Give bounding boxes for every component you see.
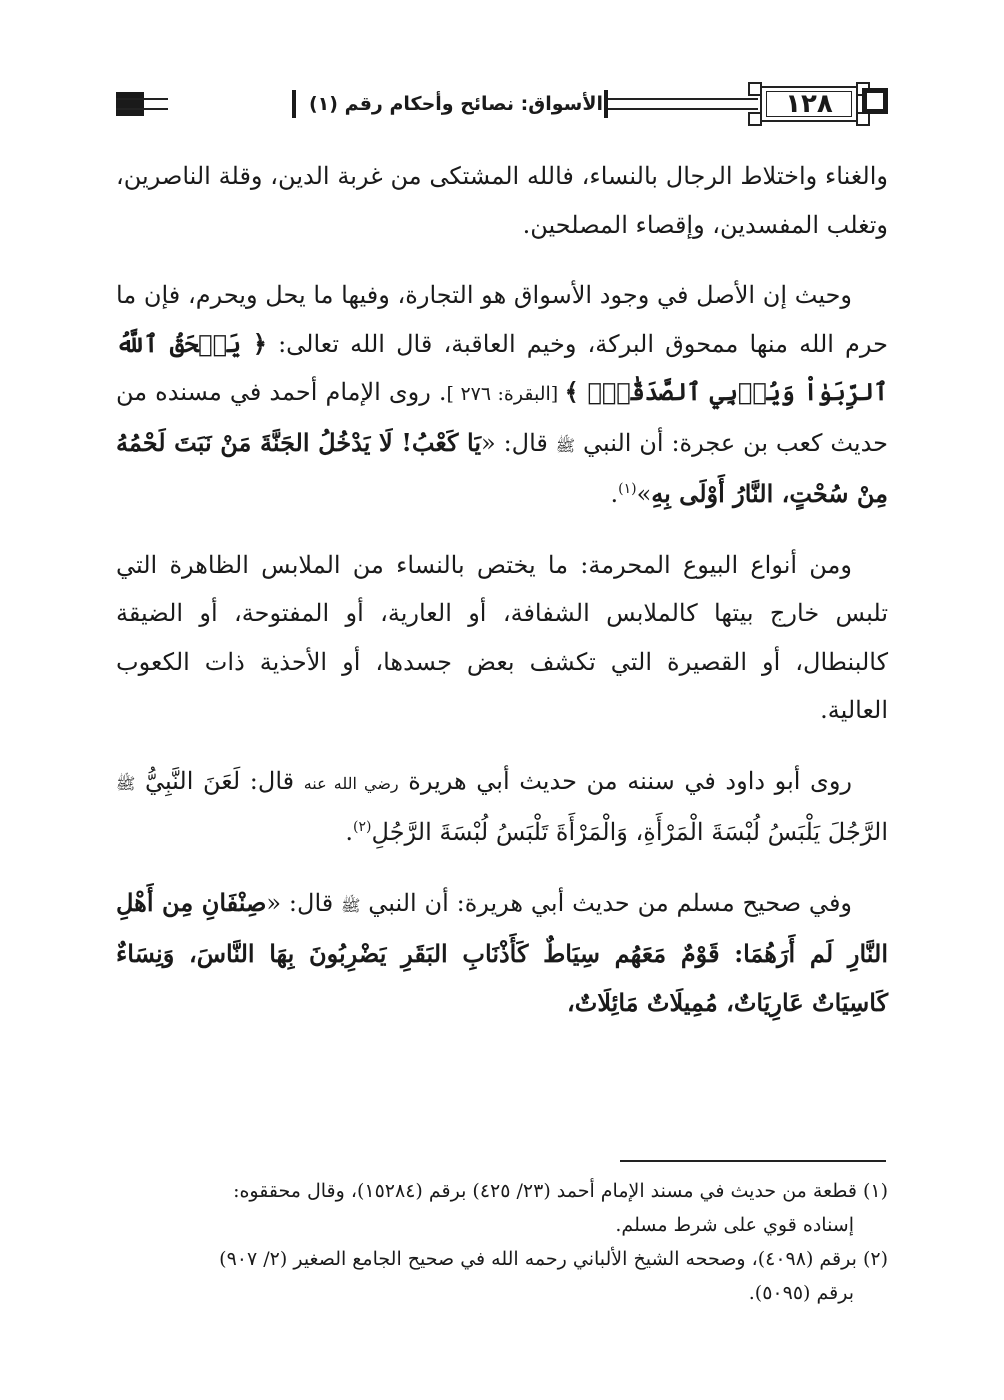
page-body (116, 152, 888, 1027)
paragraph-text: ومن أنواع البيوع المحرمة: ما يختص بالنساء من الملابس الظاهرة التي تلبس خارج بيتها كالملابس الشفافة، أو العارية، أو المفتوحة، أو الضيقة كالبنطال، أو القصيرة التي تكشف بعض جسدها، أو الأحذية ذات الكعوب العالية. (116, 550, 888, 724)
hadith-text: يَا كَعْبُ! لَا يَدْخُلُ الجَنَّةَ مَنْ نَبَتَ لَحْمُهُ مِنْ سُحْتٍ، النَّارُ أَوْلَى بِهِ (116, 427, 888, 508)
footnote-marker: (٢) (353, 819, 372, 835)
hadith-text: صِنْفَانِ مِن أَهْلِ النَّارِ لَم أَرَهُمَا: قَوْمٌ مَعَهُم سِيَاطٌ كَأَذْنَابِ البَقَرِ يَضْرِبُونَ بِهَا النَّاسَ، وَنِسَاءٌ كَاسِيَاتٌ عَارِيَاتٌ، مُمِيلَاتٌ مَائِلَاتٌ، (116, 887, 888, 1017)
paragraph-text: روى أبو داود في سننه من حديث أبي هريرة (398, 766, 852, 795)
frame-corner-knot (748, 112, 762, 126)
footnote-1 (116, 1174, 888, 1242)
paragraph-text: . روى الإمام أحمد في مسنده من حديث كعب بن عجرة: أن النبي (116, 378, 889, 457)
paragraph-text: . (610, 480, 619, 508)
header-separator-left (292, 90, 296, 118)
header-ornament-square (862, 88, 888, 114)
header-rule-left (116, 98, 168, 110)
frame-corner-knot (748, 82, 762, 96)
paragraph-5 (116, 879, 888, 1028)
paragraph-text: » (636, 480, 652, 508)
paragraph-text: . (345, 818, 354, 846)
footnote-text-continued: برقم (٥٠٩٥). (748, 1282, 854, 1304)
honorific-glyph: رضي الله عنه (303, 773, 399, 793)
paragraph-text: قال: « (266, 888, 342, 917)
footnote-separator (620, 1160, 886, 1162)
footnote-2 (116, 1242, 888, 1310)
footnotes (116, 1174, 888, 1310)
page-number: ١٢٨ (785, 89, 833, 119)
frame-corner-knot (856, 112, 870, 126)
footnote-text: (٢) برقم (٤٠٩٨)، وصححه الشيخ الألباني رحمه الله في صحيح الجامع الصغير (٢/ ٩٠٧) (219, 1248, 888, 1270)
paragraph-4 (116, 757, 888, 857)
paragraph-text: قال: « (481, 428, 556, 457)
paragraph-text: قال: لَعَنَ النَّبِيُّ (135, 766, 304, 795)
footnote-marker: (١) (618, 481, 637, 497)
quran-verse: ﴿ يَمۡحَقُ ٱللَّهُ ٱلرِّبَوٰاْ وَيُرۡبِي ٱلصَّدَقَٰتِۗ ﴾ (116, 328, 889, 406)
paragraph-text: والغناء واختلاط الرجال بالنساء، فالله المشتكى من غربة الدين، وقلة الناصرين، وتغلب المفسدين، وإقصاء المصلحين. (116, 162, 888, 239)
page-header (116, 82, 888, 126)
footnote-text: (١) قطعة من حديث في مسند الإمام أحمد (٢٣/ ٤٢٥) برقم (١٥٢٨٤)، وقال محققوه: (233, 1180, 888, 1202)
honorific-glyph: ﷺ (341, 895, 361, 915)
honorific-glyph: ﷺ (116, 773, 136, 793)
paragraph-text: وحيث إن الأصل في وجود الأسواق هو التجارة، وفيها ما يحل ويحرم، فإن ما حرم الله منها ممحوق البركة، وخيم العاقبة، قال الله تعالى: (116, 281, 888, 358)
hadith-text: الرَّجُلَ يَلْبَسُ لُبْسَةَ الْمَرْأَةِ، وَالْمَرْأَةَ تَلْبَسُ لُبْسَةَ الرَّجُلِ (371, 818, 888, 846)
footnote-text-continued: إسناده قوي على شرط مسلم. (615, 1214, 854, 1236)
paragraph-1 (116, 152, 888, 249)
paragraph-2 (116, 271, 888, 519)
page-number-frame (748, 82, 870, 126)
paragraph-text: وفي صحيح مسلم من حديث أبي هريرة: أن النبي (360, 888, 853, 917)
running-title: الأسواق: نصائح وأحكام رقم (١) (308, 93, 603, 115)
honorific-glyph: ﷺ (555, 435, 576, 455)
verse-reference: [البقرة: ٢٧٦ ] (446, 383, 565, 405)
paragraph-3 (116, 541, 888, 735)
header-rule-middle (608, 98, 758, 110)
